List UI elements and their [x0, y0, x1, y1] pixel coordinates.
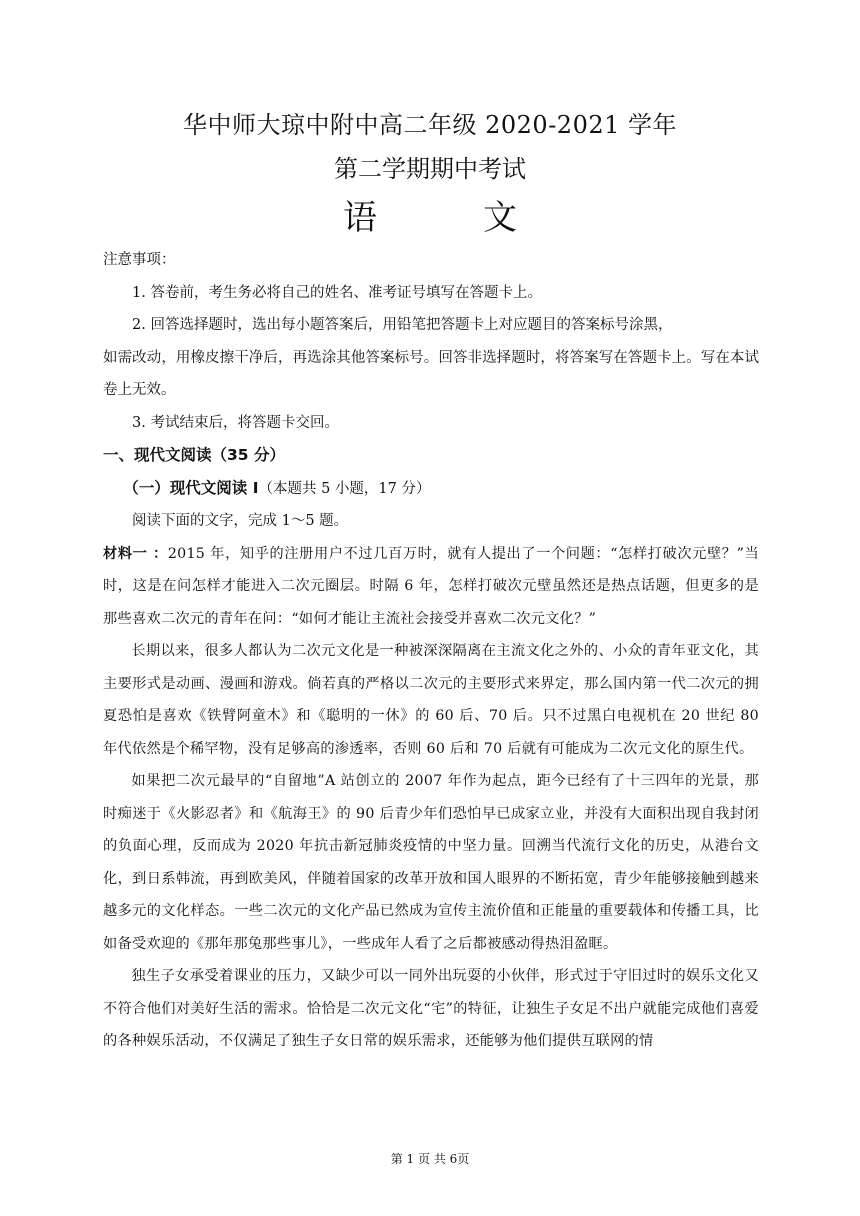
exam-body — [103, 244, 759, 1058]
subject-title: 语 文 — [343, 198, 553, 238]
material-paragraph-1-text: 2015 年，知乎的注册用户不过几百万时，就有人提出了一个问题：“怎样打破次元壁？”当时，这是在问怎样才能进入二次元圈层。时隔 6 年，怎样打破次元壁虽然还是热点话题，但更多的是那些喜欢二次元的青年在问：“如何才能让主流社会接受并喜欢二次元文化？” — [103, 545, 759, 627]
notice-heading: 注意事项： — [103, 252, 176, 268]
page-number: 第 1 页 共 6页 — [390, 1152, 470, 1166]
subsection-heading — [103, 472, 759, 506]
notice-item-2: 2. 回答选择题时，选出每小题答案后，用铅笔把答题卡上对应题目的答案标号涂黑， — [132, 317, 673, 333]
notice-item-2-cont: 如需改动，用橡皮擦干净后，再选涂其他答案标号。回答非选择题时，将答案写在答题卡上。写在本试卷上无效。 — [103, 349, 759, 398]
material-paragraph-1 — [103, 538, 759, 636]
material-one — [103, 538, 759, 1058]
subsection-title: （一）现代文阅读 I — [123, 478, 259, 497]
subsection-score: （本题共 5 小题，17 分） — [258, 480, 431, 497]
notice-item-3: 3. 考试结束后，将答题卡交回。 — [132, 414, 339, 431]
section-heading: 一、现代文阅读（35 分） — [103, 446, 285, 464]
material-paragraph-3: 如果把二次元最早的“自留地”A 站创立的 2007 年作为起点，距今已经有了十三四年的光景，那时痴迷于《火影忍者》和《航海王》的 90 后青少年们恐怕早已成家立业，并没有大面积出现自我封闭的负面心理，反而成为 2020 年抗击新冠肺炎疫情的中坚力量。回溯当代流行文化的历史，从港台文化，到日系韩流，再到欧美风，伴随着国家的改革开放和国人眼界的不断拓宽，青少年能够接触到越来越多元的文化样态。一些二次元的文化产品已然成为宣传主流价值和正能量的重要载体和传播工具，比如备受欢迎的《那年那兔那些事儿》，一些成年人看了之后都被感动得热泪盈眶。 — [103, 773, 759, 952]
material-label: 材料一 ： — [103, 545, 168, 562]
material-paragraph-4: 独生子女承受着课业的压力，又缺少可以一同外出玩耍的小伙伴，形式过于守旧过时的娱乐文化又不符合他们对美好生活的需求。恰恰是二次元文化“宅”的特征，让独生子女足不出户就能完成他们喜爱的各种娱乐活动，不仅满足了独生子女日常的娱乐需求，还能够为他们提供互联网的情 — [103, 968, 759, 1049]
notice-item-1: 1. 答卷前，考生务必将自己的姓名、准考证号填写在答题卡上。 — [132, 284, 542, 301]
reading-instruction: 阅读下面的文字，完成 1～5 题。 — [132, 513, 349, 529]
exam-title-line2: 第二学期期中考试 — [334, 155, 526, 183]
exam-title-line1: 华中师大琼中附中高二年级 2020-2021 学年 — [182, 111, 678, 139]
material-paragraph-2: 长期以来，很多人都认为二次元文化是一种被深深隔离在主流文化之外的、小众的青年亚文化，其主要形式是动画、漫画和游戏。倘若真的严格以二次元的主要形式来界定，那么国内第一代二次元的拥夏恐怕是喜欢《铁臂阿童木》和《聪明的一休》的 60 后、70 后。只不过黑白电视机在 20 世纪 80 年代依然是个稀罕物，没有足够高的渗透率，否则 60 后和 70 后就有可能成为二次元文化的原生代。 — [103, 643, 759, 757]
